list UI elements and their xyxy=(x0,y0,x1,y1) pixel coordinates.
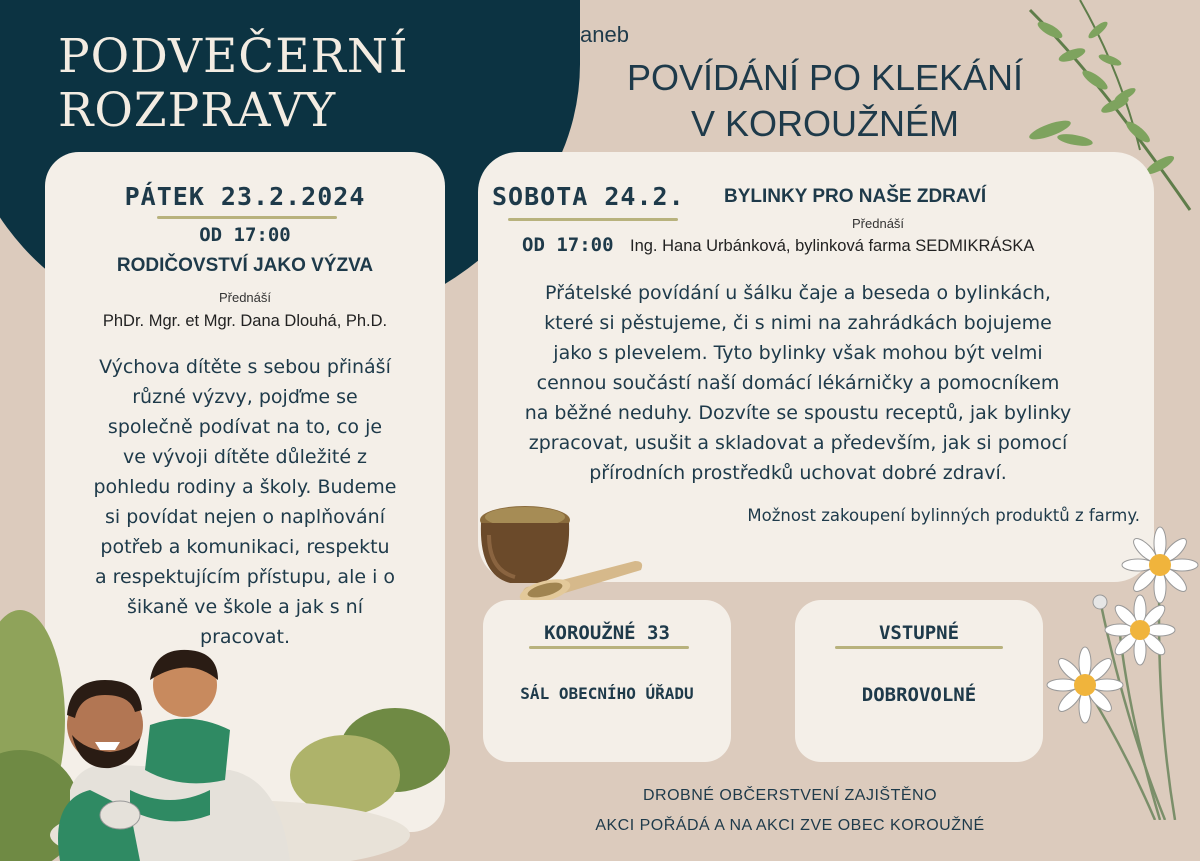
entry-underline xyxy=(835,646,1003,649)
friday-text_lines-line: si povídat nejen o naplňování xyxy=(105,506,385,528)
title-line-1: PODVEČERNÍ xyxy=(58,29,409,84)
friday-day: PÁTEK 23.2.2024 xyxy=(124,182,366,211)
father-child-illustration xyxy=(50,640,310,861)
saturday-day: SOBOTA 24.2. xyxy=(492,182,685,211)
aneb-label: aneb xyxy=(580,22,629,47)
friday-text_lines-line: a respektujícím přístupu, ale i o xyxy=(94,566,396,588)
place-underline xyxy=(529,646,689,649)
chamomile-flowers-illustration xyxy=(1035,520,1200,820)
saturday-note: Možnost zakoupení bylinných produktů z farmy. xyxy=(747,506,1140,525)
saturday-time: OD 17:00 xyxy=(522,234,614,256)
saturday-day-underline xyxy=(508,218,678,221)
saturday-text_lines-line: na běžné neduhy. Dozvíte se spoustu receptů, jak bylinky xyxy=(524,402,1072,424)
saturday-text_lines-line: které si pěstujeme, či s nimi na zahrádkách bojujeme xyxy=(544,312,1052,334)
saturday-description xyxy=(478,278,1118,488)
friday-text_lines-line: ve vývoji dítěte důležité z xyxy=(122,446,368,468)
friday-text_lines-line: potřeb a komunikaci, respektu xyxy=(100,536,390,558)
entry-detail: DOBROVOLNÉ xyxy=(861,684,977,706)
friday-text_lines-line: různé výzvy, pojďme se xyxy=(132,386,358,408)
entry-title: VSTUPNÉ xyxy=(878,622,960,644)
herb-bowl-illustration xyxy=(475,495,650,605)
entry-card xyxy=(795,600,1043,762)
friday-text_lines-line: pohledu rodiny a školy. Budeme xyxy=(93,476,397,498)
saturday-topic: BYLINKY PRO NAŠE ZDRAVÍ xyxy=(724,186,987,207)
subtitle-line-2: V KOROUŽNÉM xyxy=(690,103,959,144)
friday-presenter-label: Přednáší xyxy=(218,290,272,305)
friday-text_lines-line: společně podívat na to, co je xyxy=(107,416,383,438)
saturday-text_lines-line: jako s plevelem. Tyto bylinky však mohou být velmi xyxy=(553,342,1043,364)
friday-text_lines-line: Výchova dítěte s sebou přináší xyxy=(99,356,391,378)
friday-day-underline xyxy=(157,216,337,219)
saturday-presenter-label: Přednáší xyxy=(852,216,905,231)
saturday-text_lines-line: přírodních prostředků uchovat dobré zdraví. xyxy=(589,462,1007,484)
place-detail: SÁL OBECNÍHO ÚŘADU xyxy=(520,684,694,703)
place-title: KOROUŽNÉ 33 xyxy=(544,622,670,644)
place-card xyxy=(483,600,731,762)
saturday-presenter: Ing. Hana Urbánková, bylinková farma SEDMIKRÁSKA xyxy=(630,237,1035,255)
title-line-2: ROZPRAVY xyxy=(58,83,337,138)
subtitle-line-1: POVÍDÁNÍ PO KLEKÁNÍ xyxy=(626,57,1024,98)
friday-text_lines-line: šikaně ve škole a jak s ní xyxy=(127,596,363,618)
saturday-text_lines-line: Přátelské povídání u šálku čaje a beseda o bylinkách, xyxy=(545,282,1051,304)
friday-topic: RODIČOVSTVÍ JAKO VÝZVA xyxy=(116,255,374,276)
footer-refreshments: DROBNÉ OBČERSTVENÍ ZAJIŠTĚNO xyxy=(642,787,938,804)
subtitle xyxy=(600,55,1050,147)
saturday-text_lines-line: zpracovat, usušit a skladovat a především, jak si pomocí xyxy=(528,432,1068,454)
saturday-text_lines-line: cennou součástí naší domácí lékárničky a pomocníkem xyxy=(536,372,1060,394)
friday-presenter: PhDr. Mgr. et Mgr. Dana Dlouhá, Ph.D. xyxy=(102,312,388,330)
friday-text_lines-line: pracovat. xyxy=(200,626,290,648)
page-title xyxy=(58,30,409,138)
footer-organizer: AKCI POŘÁDÁ A NA AKCI ZVE OBEC KOROUŽNÉ xyxy=(595,817,985,834)
friday-time: OD 17:00 xyxy=(199,224,291,246)
